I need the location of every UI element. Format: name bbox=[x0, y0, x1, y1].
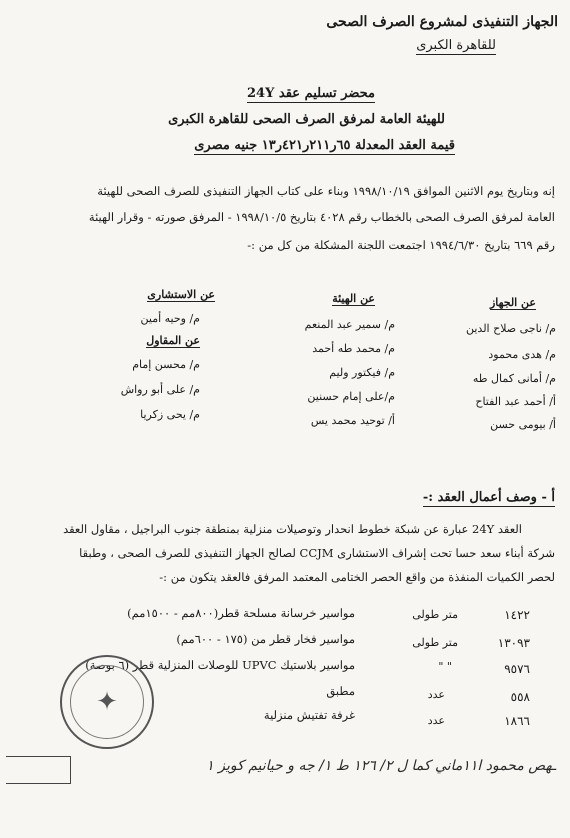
item-quantity: ١٨٦٦ bbox=[504, 714, 530, 728]
item-description: غرفة تفتيش منزلية bbox=[263, 708, 355, 722]
authority-member: أ/ توحيد محمد يس bbox=[310, 414, 395, 427]
item-description: مطبق bbox=[326, 684, 355, 698]
document-title: محضر تسليم عقد 24Y bbox=[246, 86, 375, 101]
item-description: مواسير بلاستيك UPVC للوصلات المنزلية قطر (٦ بوصة) bbox=[85, 658, 355, 672]
works-line-2: شركة أبناء سعد حسا تحت إشراف الاستشارى CCJM لصالح الجهاز التنفيذى للصرف الصحى ، وطبقا bbox=[79, 546, 555, 560]
consultant-header: عن الاستشارى bbox=[147, 288, 215, 301]
item-unit: متر طولى bbox=[412, 636, 458, 649]
intro-line-2: العامة لمرفق الصرف الصحى بالخطاب رقم ٤٠٢٨ بتاريخ ١٩٩٨/١٠/٥ - المرفق صورته - وقرار الهيئة bbox=[88, 210, 555, 224]
works-section-title: أ - وصف أعمال العقد :- bbox=[422, 490, 555, 505]
contractor-member: م/ على أبو رواش bbox=[120, 383, 200, 396]
contractor-member: م/ محسن إمام bbox=[132, 358, 200, 371]
works-line-1: العقد 24Y عبارة عن شبكة خطوط انحدار وتوصيلات منزلية بمنطقة جنوب البراجيل ، مقاول العقد bbox=[63, 522, 522, 536]
item-quantity: ١٣٠٩٣ bbox=[497, 636, 530, 650]
authority-member: م/ فيكتور وليم bbox=[329, 366, 395, 379]
signatures-row: ـه‍ص محمود ا١١ماني كما ل ٢/ ١٢٦ ط ١/ جه و حيانيم كويز ١ bbox=[206, 758, 556, 774]
margin-mark bbox=[6, 756, 71, 784]
item-unit: متر طولى bbox=[412, 608, 458, 621]
org-name: الجهاز التنفيذى لمشروع الصرف الصحى bbox=[326, 14, 558, 30]
contractor-header: عن المقاول bbox=[146, 334, 200, 347]
device-member: م/ هدى محمود bbox=[488, 348, 556, 361]
authority-member: م/على إمام حسنين bbox=[307, 390, 395, 403]
item-description: مواسير فخار قطر من (١٧٥ - ٦٠٠مم) bbox=[176, 632, 355, 646]
item-unit: " " bbox=[438, 660, 452, 673]
authority-member: م/ محمد طه أحمد bbox=[312, 342, 395, 355]
authority-member: م/ سمير عبد المنعم bbox=[304, 318, 395, 331]
device-member: م/ ناجى صلاح الدين bbox=[465, 322, 556, 335]
authority-header: عن الهيئة bbox=[332, 292, 375, 305]
device-member: م/ أمانى كمال طه bbox=[472, 372, 556, 385]
device-member: أ/ بيومى حسن bbox=[490, 418, 556, 431]
consultant-member: م/ وحيه أمين bbox=[140, 312, 200, 325]
org-subname: للقاهرة الكبرى bbox=[416, 38, 496, 53]
device-header: عن الجهاز bbox=[489, 296, 536, 309]
item-quantity: ١٤٢٢ bbox=[504, 608, 530, 622]
item-quantity: ٥٥٨ bbox=[510, 690, 530, 704]
contractor-member: م/ يحى زكريا bbox=[140, 408, 200, 421]
eagle-emblem-icon: ✦ bbox=[96, 687, 118, 717]
item-quantity: ٩٥٧٦ bbox=[504, 662, 530, 676]
device-member: أ/ أحمد عبد الفتاح bbox=[475, 395, 556, 408]
item-description: مواسير خرسانة مسلحة قطر(٨٠٠مم - ١٥٠٠مم) bbox=[127, 606, 355, 620]
intro-line-3: رقم ٦٦٩ بتاريخ ١٩٩٤/٦/٣٠ اجتمعت اللجنة المشكلة من كل من :- bbox=[247, 238, 555, 252]
contract-value: قيمة العقد المعدلة ٦٥ر٢١١ر٤٢١ر١٣ جنيه مصرى bbox=[194, 138, 455, 153]
item-unit: عدد bbox=[427, 714, 445, 727]
item-unit: عدد bbox=[427, 688, 445, 701]
intro-line-1: إنه وبتاريخ يوم الاثنين الموافق ١٩٩٨/١٠/١٩ وبناء على كتاب الجهاز التنفيذى للصرف الصحى للهيئة bbox=[97, 184, 555, 198]
official-seal-stamp bbox=[60, 655, 154, 749]
works-line-3: لحصر الكميات المنفذة من واقع الحصر الختامى المعتمد المرفق فالعقد يتكون من :- bbox=[159, 570, 555, 584]
document-subtitle: للهيئة العامة لمرفق الصرف الصحى للقاهرة الكبرى bbox=[168, 112, 445, 127]
